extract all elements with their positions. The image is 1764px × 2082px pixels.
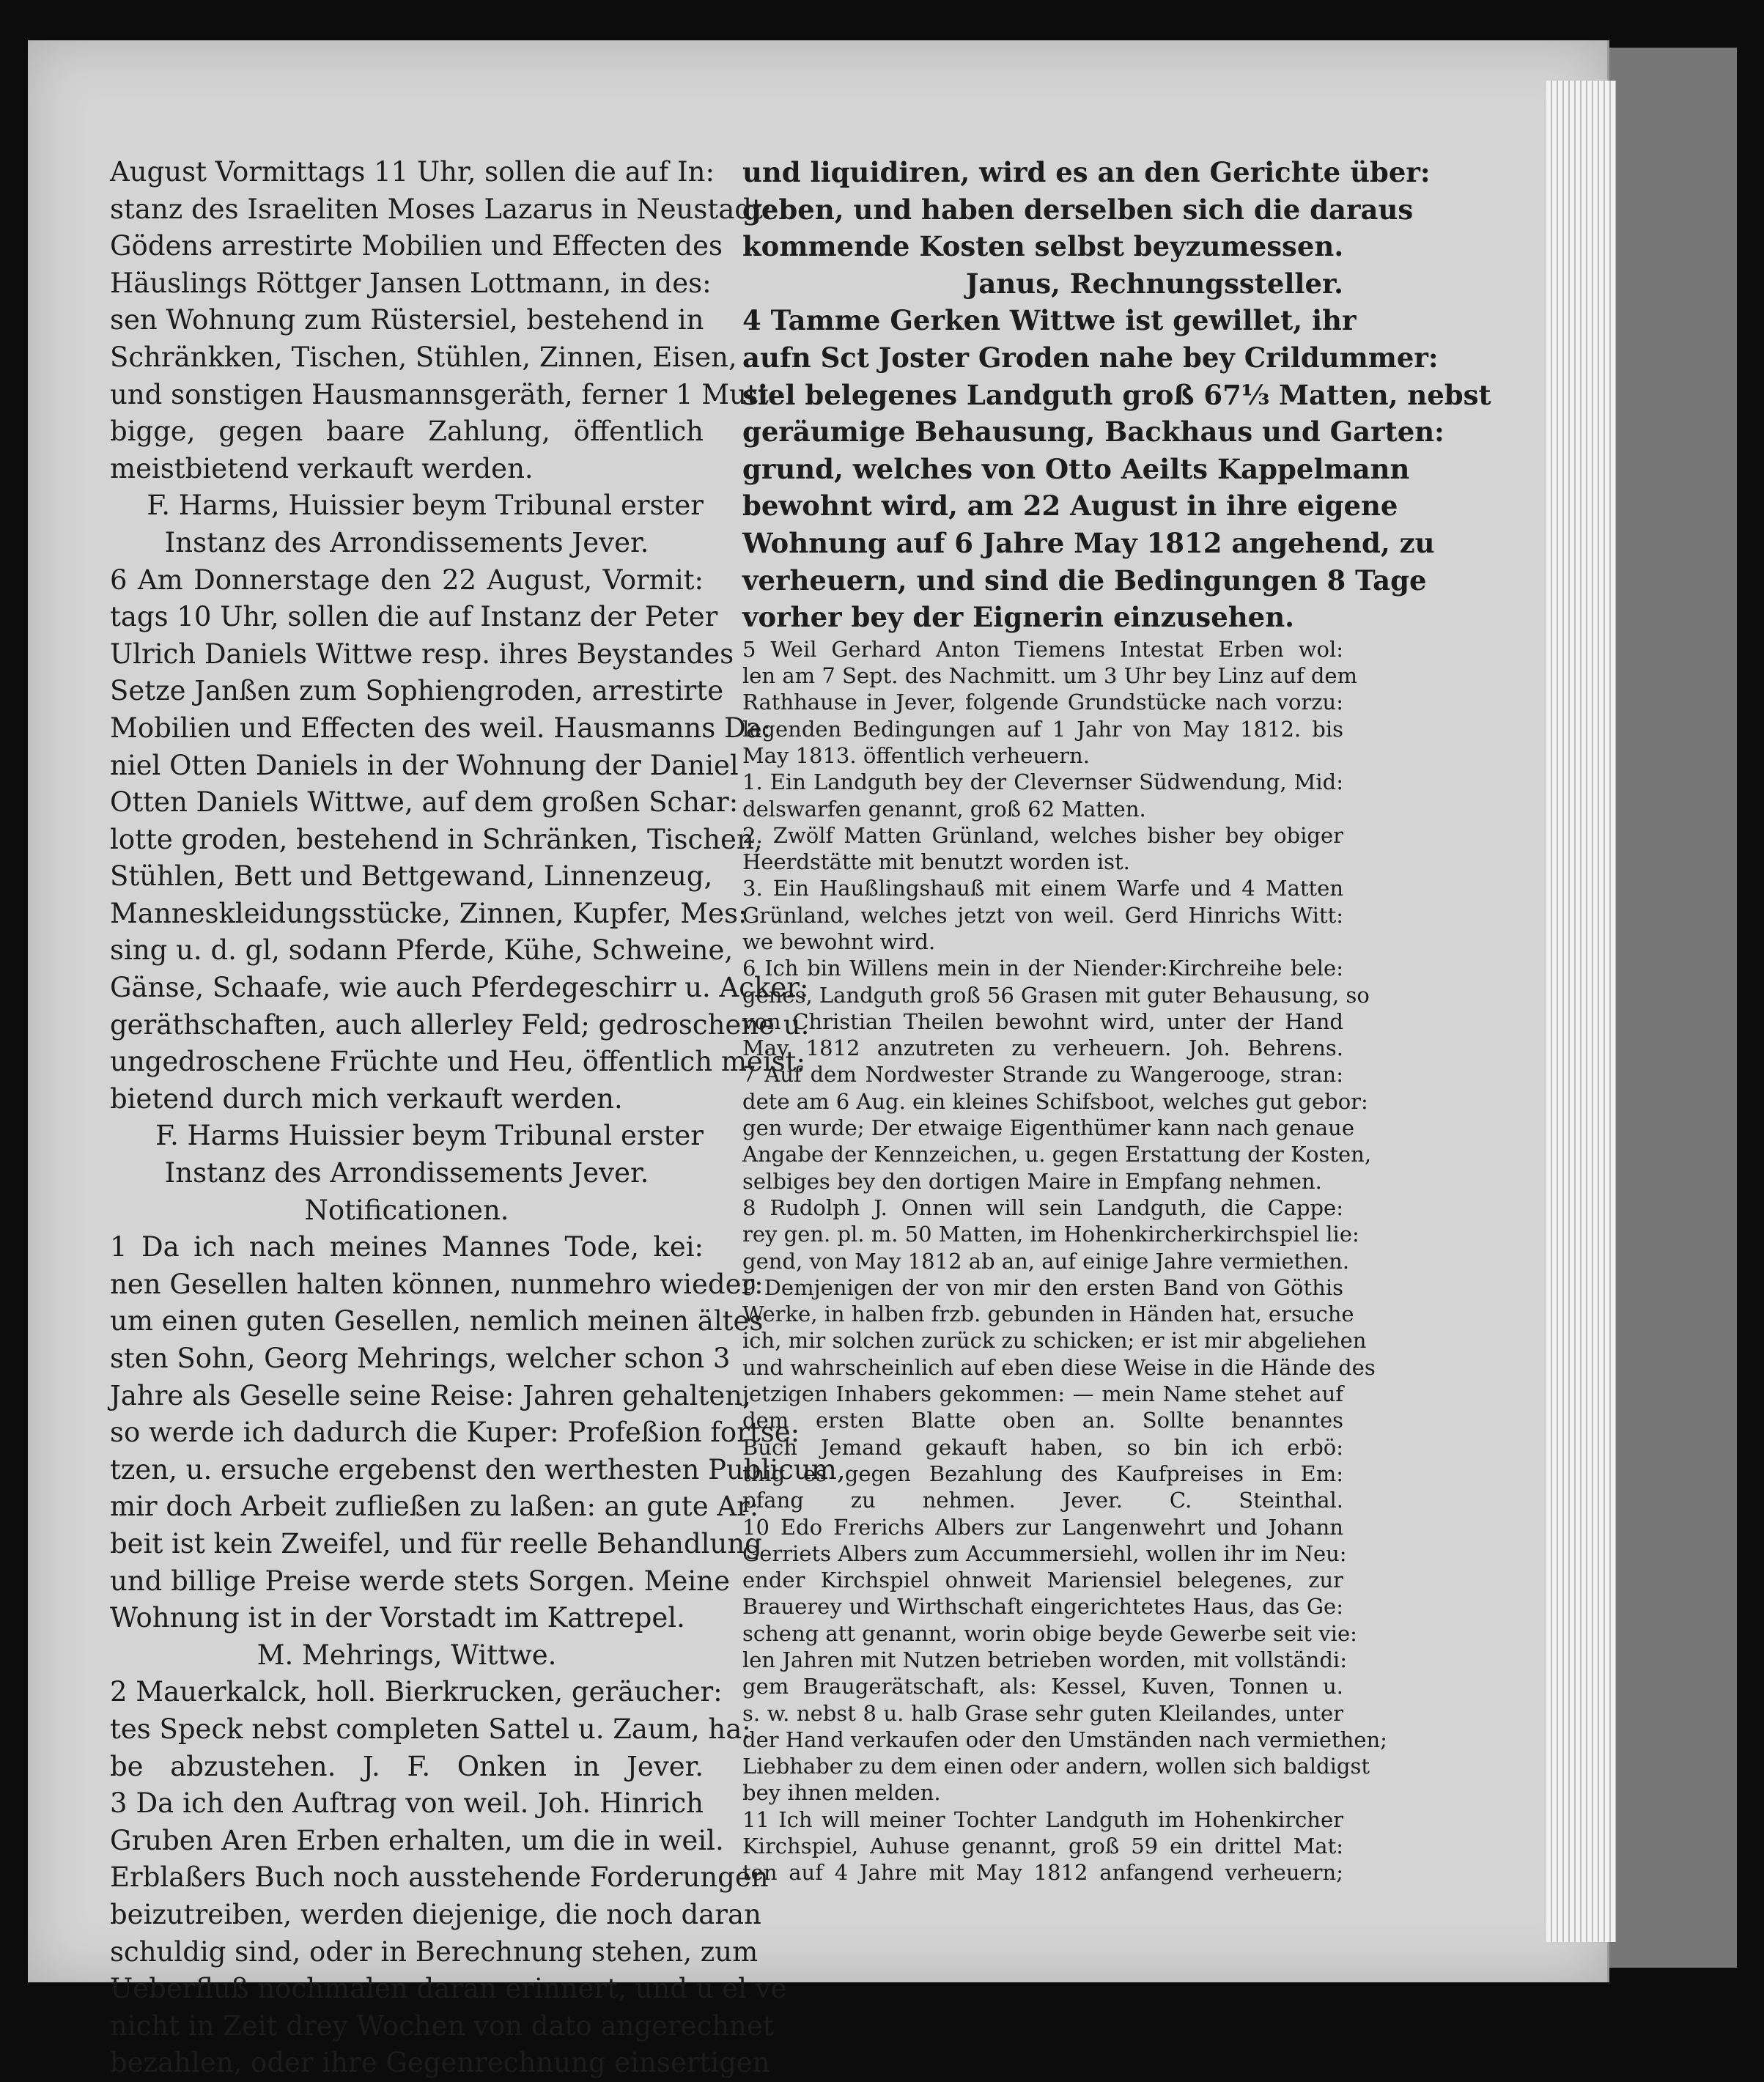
- text-line: geben, und haben derselben sich die daraus: [742, 193, 1414, 226]
- text-line: mir doch Arbeit zufließen zu laßen: an gute Ar:: [110, 1491, 759, 1523]
- text-line: 3 Da ich den Auftrag von weil. Joh. Hinrich: [110, 1787, 704, 1820]
- text-line: Grünland, welches jetzt von weil. Gerd Hinrichs Witt:: [742, 902, 1343, 928]
- text-line: tzen, u. ersuche ergebenst den werthesten Publicum,: [110, 1453, 846, 1485]
- text-line: 4 Tamme Gerken Wittwe ist gewillet, ihr: [742, 304, 1357, 337]
- text-line: Liebhaber zu dem einen oder andern, wollen sich baldigst: [742, 1754, 1370, 1779]
- text-line: ich, mir solchen zurück zu schicken; er ist mir abgeliehen: [742, 1328, 1367, 1354]
- text-line: len am 7 Sept. des Nachmitt. um 3 Uhr bey Linz auf dem: [742, 663, 1358, 689]
- text-line: der Hand verkaufen oder den Umständen nach vermiethen;: [742, 1727, 1387, 1752]
- text-line: 5 Weil Gerhard Anton Tiemens Intestat Erben wol:: [742, 636, 1343, 662]
- text-line: bigge, gegen baare Zahlung, öffentlich: [110, 416, 704, 448]
- text-line: nen Gesellen halten können, nunmehro wieder:: [110, 1268, 764, 1300]
- text-line: May 1813. öffentlich verheuern.: [742, 742, 1090, 768]
- text-line: siel belegenes Landguth groß 67⅓ Matten, nebst: [742, 378, 1491, 411]
- text-line: s. w. nebst 8 u. halb Grase sehr guten Kleilandes, unter: [742, 1700, 1343, 1726]
- text-line: grund, welches von Otto Aeilts Kappelmann: [742, 452, 1410, 485]
- text-line: von Christian Theilen bewohnt wird, unter der Hand: [742, 1008, 1343, 1034]
- text-line: 2. Zwölf Matten Grünland, welches bisher bey obiger: [742, 822, 1343, 848]
- text-line: 3. Ein Haußlingshauß mit einem Warfe und 4 Matten: [742, 876, 1343, 901]
- text-line: thig es gegen Bezahlung des Kaufpreises in Em:: [742, 1461, 1343, 1486]
- text-line: ten auf 4 Jahre mit May 1812 anfangend verheuern;: [742, 1860, 1343, 1886]
- text-line: F. Harms Huissier beym Tribunal erster: [155, 1120, 704, 1152]
- text-line: genes, Landguth groß 56 Grasen mit guter Behausung, so: [742, 982, 1370, 1008]
- text-line: Schränkken, Tischen, Stühlen, Zinnen, Eisen,: [110, 341, 737, 373]
- text-line: 1 Da ich nach meines Mannes Tode, kei:: [110, 1231, 704, 1263]
- text-line: Janus, Rechnungssteller.: [965, 267, 1343, 300]
- text-line: 1. Ein Landguth bey der Clevernser Südwendung, Mid:: [742, 769, 1343, 795]
- text-line: Jahre als Geselle seine Reise: Jahren gehalten,: [110, 1379, 751, 1411]
- right-lower-notices: [742, 636, 1387, 1886]
- text-line: Ulrich Daniels Wittwe resp. ihres Beystandes: [110, 638, 734, 670]
- text-line: Buch Jemand gekauft haben, so bin ich erbö:: [742, 1434, 1343, 1460]
- text-line: geräumige Behausung, Backhaus und Garten:: [742, 416, 1444, 448]
- text-line: 11 Ich will meiner Tochter Landguth im Hohenkircher: [742, 1806, 1343, 1832]
- text-line: delswarfen genannt, groß 62 Matten.: [742, 796, 1146, 822]
- text-line: August Vormittags 11 Uhr, sollen die auf In:: [110, 156, 715, 188]
- text-line: ungedroschene Früchte und Heu, öffentlich meist:: [110, 1046, 805, 1078]
- text-line: und billige Preise werde stets Sorgen. Meine: [110, 1565, 730, 1597]
- text-line: sen Wohnung zum Rüstersiel, bestehend in: [110, 304, 704, 336]
- text-line: bietend durch mich verkauft werden.: [110, 1082, 623, 1115]
- text-line: gend, von May 1812 ab an, auf einige Jahre vermiethen.: [742, 1248, 1350, 1274]
- text-line: pfang zu nehmen. Jever. C. Steinthal.: [742, 1488, 1343, 1513]
- text-line: 9 Demjenigen der von mir den ersten Band von Göthis: [742, 1274, 1343, 1300]
- book-block-edge: [1607, 48, 1737, 1968]
- right-text-column: [742, 154, 1491, 1886]
- text-line: Mobilien und Effecten des weil. Hausmanns Da:: [110, 712, 772, 744]
- text-line: 8 Rudolph J. Onnen will sein Landguth, die Cappe:: [742, 1195, 1343, 1220]
- text-line: Häuslings Röttger Jansen Lottmann, in des:: [110, 267, 712, 299]
- text-line: Ueberfluß nochmalen daran erinnert, und u el ve: [110, 1973, 787, 2005]
- text-line: May 1812 anzutreten zu verheuern. Joh. Behrens.: [742, 1036, 1343, 1061]
- text-line: Otten Daniels Wittwe, auf dem großen Schar:: [110, 786, 739, 819]
- text-line: Gänse, Schaafe, wie auch Pferdegeschirr u. Acker:: [110, 972, 809, 1004]
- text-line: kommende Kosten selbst beyzumessen.: [742, 230, 1344, 263]
- text-line: F. Harms, Huissier beym Tribunal erster: [147, 490, 704, 522]
- page-stack-edge: [1546, 81, 1616, 1942]
- text-line: Angabe der Kennzeichen, u. gegen Erstattung der Kosten,: [742, 1142, 1372, 1167]
- text-line: ender Kirchspiel ohnweit Mariensiel belegenes, zur: [742, 1568, 1343, 1593]
- text-line: Gerriets Albers zum Accummersiehl, wollen ihr im Neu:: [742, 1540, 1347, 1566]
- text-line: Wohnung auf 6 Jahre May 1812 angehend, zu: [742, 526, 1435, 559]
- text-line: Stühlen, Bett und Bettgewand, Linnenzeug,: [110, 860, 713, 893]
- text-line: und liquidiren, wird es an den Gerichte über:: [742, 156, 1431, 188]
- text-line: aufn Sct Joster Groden nahe bey Crildummer:: [742, 341, 1439, 374]
- text-line: len Jahren mit Nutzen betrieben worden, mit vollständi:: [742, 1647, 1347, 1672]
- text-line: beit ist kein Zweifel, und für reelle Behandlung: [110, 1527, 762, 1559]
- text-line: Gruben Aren Erben erhalten, um die in weil.: [110, 1824, 724, 1856]
- text-line: legenden Bedingungen auf 1 Jahr von May 1812. bis: [742, 716, 1343, 742]
- text-line: lotte groden, bestehend in Schränken, Tischen,: [110, 823, 763, 855]
- text-line: niel Otten Daniels in der Wohnung der Daniel: [110, 749, 739, 781]
- text-line: dem ersten Blatte oben an. Sollte benanntes: [742, 1408, 1343, 1433]
- text-line: vorher bey der Eignerin einzusehen.: [742, 601, 1294, 634]
- text-line: dete am 6 Aug. ein kleines Schifsboot, welches gut gebor:: [742, 1088, 1368, 1114]
- text-line: Setze Janßen zum Sophiengroden, arrestirte: [110, 675, 724, 707]
- text-line: rey gen. pl. m. 50 Matten, im Hohenkircherkirchspiel lie:: [742, 1222, 1359, 1247]
- text-line: jetzigen Inhabers gekommen: — mein Name stehet auf: [742, 1381, 1343, 1407]
- text-line: verheuern, und sind die Bedingungen 8 Tage: [742, 564, 1427, 597]
- text-line: Notificationen.: [304, 1194, 509, 1226]
- text-line: 2 Mauerkalck, holl. Bierkrucken, geräucher:: [110, 1676, 723, 1708]
- text-line: sten Sohn, Georg Mehrings, welcher schon 3: [110, 1343, 731, 1374]
- text-line: schuldig sind, oder in Berechnung stehen, zum: [110, 1935, 759, 1968]
- text-line: Erblaßers Buch noch ausstehende Forderungen: [110, 1861, 769, 1894]
- text-line: 7 Auf dem Nordwester Strande zu Wangerooge, stran:: [742, 1062, 1343, 1088]
- text-line: geräthschaften, auch allerley Feld; gedroschene u.: [110, 1008, 810, 1041]
- text-line: tes Speck nebst completen Sattel u. Zaum, ha:: [110, 1713, 751, 1745]
- text-line: 6 Ich bin Willens mein in der Niender:Kirchreihe bele:: [742, 956, 1343, 981]
- text-line: sing u. d. gl, sodann Pferde, Kühe, Schweine,: [110, 934, 734, 967]
- text-line: um einen guten Gesellen, nemlich meinen ältes: [110, 1305, 764, 1337]
- text-line: so werde ich dadurch die Kuper: Profeßion fortse:: [110, 1417, 800, 1449]
- text-line: Instanz des Arrondissements Jever.: [164, 526, 649, 558]
- text-line: we bewohnt wird.: [742, 929, 936, 954]
- text-line: 6 Am Donnerstage den 22 August, Vormit:: [110, 564, 704, 596]
- text-line: Instanz des Arrondissements Jever.: [164, 1157, 649, 1189]
- text-line: Gödens arrestirte Mobilien und Effecten des: [110, 230, 723, 262]
- text-line: Heerdstätte mit benutzt worden ist.: [742, 849, 1130, 875]
- text-line: Werke, in halben frzb. gebunden in Händen hat, ersuche: [742, 1302, 1354, 1327]
- text-line: bey ihnen melden.: [742, 1780, 941, 1806]
- text-line: tags 10 Uhr, sollen die auf Instanz der Peter: [110, 601, 718, 633]
- text-line: Manneskleidungsstücke, Zinnen, Kupfer, Mes:: [110, 897, 748, 929]
- text-line: beizutreiben, werden diejenige, die noch daran: [110, 1898, 761, 1930]
- text-line: meistbietend verkauft werden.: [110, 452, 534, 484]
- right-upper-notices: [742, 154, 1491, 636]
- text-line: M. Mehrings, Wittwe.: [257, 1639, 557, 1671]
- text-line: gem Braugerätschaft, als: Kessel, Kuven, Tonnen u.: [742, 1674, 1343, 1699]
- text-line: und sonstigen Hausmannsgeräth, ferner 1 Mutt:: [110, 378, 778, 410]
- text-line: gen wurde; Der etwaige Eigenthümer kann nach genaue: [742, 1115, 1355, 1141]
- text-line: 10 Edo Frerichs Albers zur Langenwehrt und Johann: [742, 1514, 1343, 1540]
- text-line: stanz des Israeliten Moses Lazarus in Neustadt:: [110, 193, 772, 225]
- text-line: Rathhause in Jever, folgende Grundstücke nach vorzu:: [742, 690, 1343, 715]
- text-line: und wahrscheinlich auf eben diese Weise in die Hände des: [742, 1354, 1376, 1380]
- text-line: bezahlen, oder ihre Gegenrechnung einsertigen: [110, 2047, 770, 2079]
- text-line: Kirchspiel, Auhuse genannt, groß 59 ein drittel Mat:: [742, 1834, 1343, 1859]
- text-line: be abzustehen. J. F. Onken in Jever.: [110, 1750, 704, 1782]
- text-line: selbiges bey den dortigen Maire in Empfang nehmen.: [742, 1168, 1322, 1194]
- text-line: bewohnt wird, am 22 August in ihre eigene: [742, 490, 1398, 523]
- text-line: Brauerey und Wirthschaft eingerichtetes Haus, das Ge:: [742, 1594, 1343, 1620]
- text-line: Wohnung ist in der Vorstadt im Kattrepel.: [110, 1602, 685, 1634]
- text-line: scheng att genannt, worin obige beyde Gewerbe seit vie:: [742, 1620, 1357, 1646]
- text-line: nicht in Zeit drey Wochen von dato angerechnet: [110, 2009, 774, 2042]
